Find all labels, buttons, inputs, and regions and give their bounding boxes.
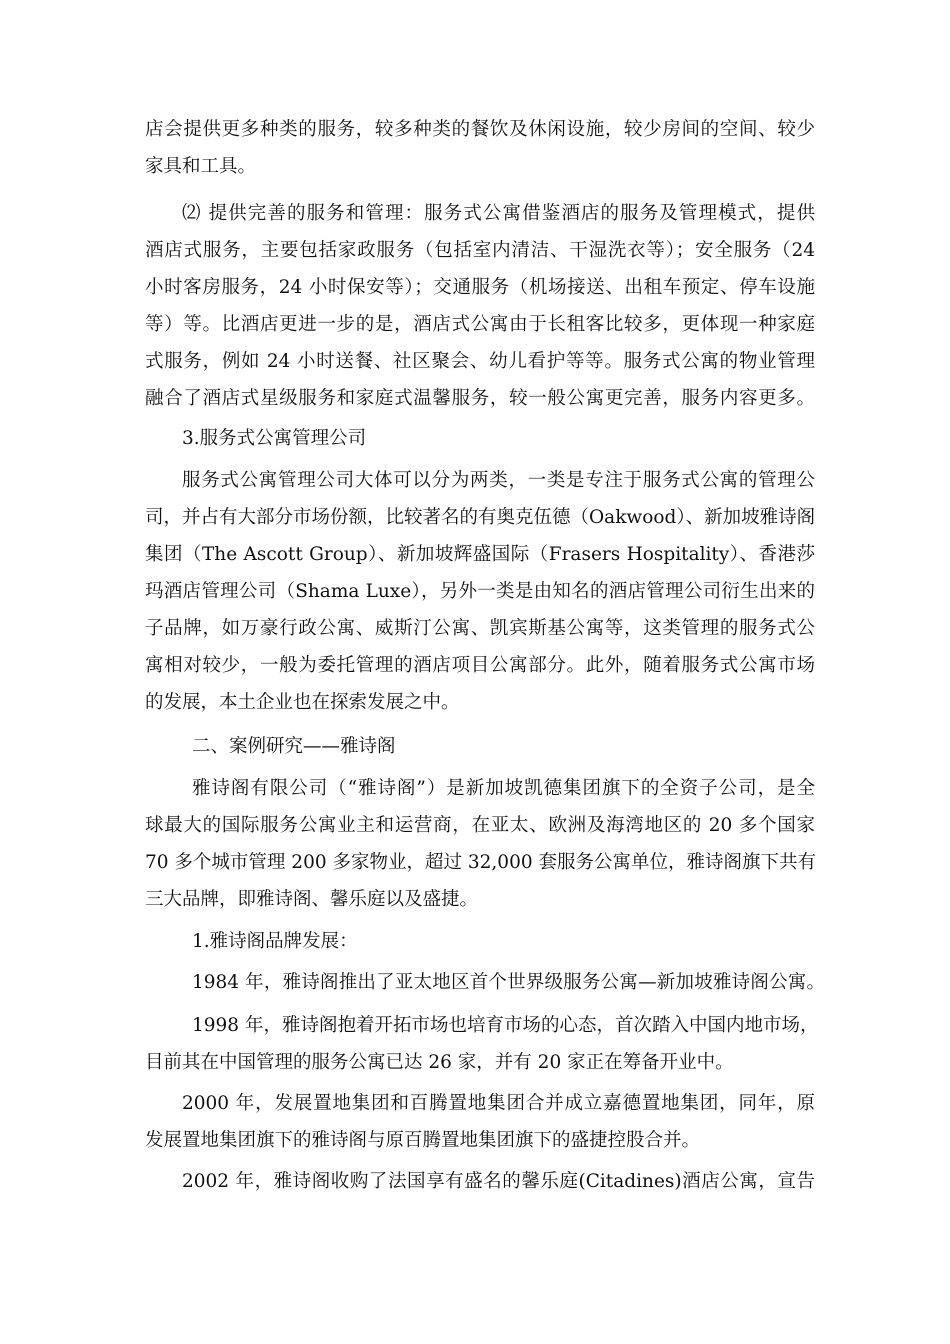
paragraph-continuation [145,111,815,185]
text-line: 二、案例研究——雅诗阁 [192,736,396,757]
text-line: 等）等。比酒店更进一步的是，酒店式公寓由于长租客比较多，更体现一种家庭 [145,314,815,335]
text-line: 3.服务式公寓管理公司 [182,428,367,449]
text-line: 店会提供更多种类的服务，较多种类的餐饮及休闲设施，较少房间的空间、较少 [145,119,815,140]
section-heading-management-companies [145,420,815,457]
paragraph-service-management [145,195,815,417]
section-heading-case-study [145,728,815,765]
text-line: 发展置地集团旗下的雅诗阁与原百腾置地集团旗下的盛捷控股合并。 [145,1130,701,1151]
text-line: 玛酒店管理公司（Shama Luxe），另外一类是由知名的酒店管理公司衍生出来的 [145,581,815,602]
text-line: 融合了酒店式星级服务和家庭式温馨服务，较一般公寓更完善，服务内容更多。 [145,388,815,409]
paragraph-2000 [145,1085,815,1159]
paragraph-management-companies [145,462,815,721]
text-line: 司，并占有大部分市场份额，比较著名的有奥克伍德（Oakwood）、新加坡雅诗阁 [145,507,816,528]
text-line: 1998 年，雅诗阁抱着开拓市场也培育市场的心态，首次踏入中国内地市场， [192,1015,819,1036]
text-line: 酒店式服务，主要包括家政服务（包括室内清洁、干湿洗衣等）；安全服务（24 [145,240,815,261]
text-line: 服务式公寓管理公司大体可以分为两类，一类是专注于服务式公寓的管理公 [182,470,815,491]
text-line: ⑵ 提供完善的服务和管理：服务式公寓借鉴酒店的服务及管理模式，提供 [182,203,815,224]
text-line: 70 多个城市管理 200 多家物业，超过 32,000 套服务公寓单位，雅诗阁旗下共有 [145,852,816,873]
text-line: 2000 年，发展置地集团和百腾置地集团合并成立嘉德置地集团，同年，原 [182,1093,815,1114]
paragraph-ascott-intro [145,770,815,918]
text-line: 子品牌，如万豪行政公寓、威斯汀公寓、凯宾斯基公寓等，这类管理的服务式公 [145,618,815,639]
text-line: 2002 年，雅诗阁收购了法国享有盛名的馨乐庭(Citadines)酒店公寓，宣告 [182,1171,815,1192]
text-line: 目前其在中国管理的服务公寓已达 26 家，并有 20 家正在筹备开业中。 [145,1052,734,1073]
text-line: 集团（The Ascott Group）、新加坡辉盛国际（Frasers Hospitality）、香港莎 [145,544,815,565]
text-line: 1.雅诗阁品牌发展： [192,931,358,952]
text-line: 寓相对较少，一般为委托管理的酒店项目公寓部分。此外，随着服务式公寓市场 [145,655,815,676]
text-line: 1984 年，雅诗阁推出了亚太地区首个世界级服务公寓—新加坡雅诗阁公寓。 [192,972,825,993]
text-line: 小时客房服务，24 小时保安等）；交通服务（机场接送、出租车预定、停车设施 [145,277,815,298]
text-line: 式服务，例如 24 小时送餐、社区聚会、幼儿看护等等。服务式公寓的物业管理 [145,351,815,372]
paragraph-1984 [145,964,825,1001]
text-line: 家具和工具。 [145,156,257,177]
text-line: 三大品牌，即雅诗阁、馨乐庭以及盛捷。 [145,889,479,910]
text-line: 雅诗阁有限公司（“雅诗阁”）是新加坡凯德集团旗下的全资子公司，是全 [192,778,815,799]
text-line: 球最大的国际服务公寓业主和运营商，在亚太、欧洲及海湾地区的 20 多个国家 [145,815,815,836]
paragraph-1998 [145,1007,819,1081]
text-line: 的发展，本土企业也在探索发展之中。 [145,692,460,713]
paragraph-2002 [145,1163,815,1200]
section-heading-brand-development [145,923,815,960]
